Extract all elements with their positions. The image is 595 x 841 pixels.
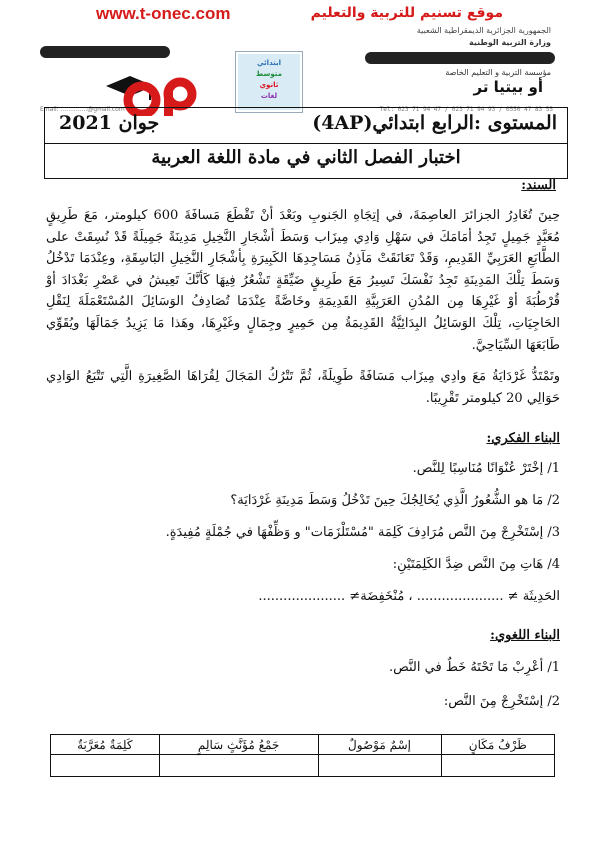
badge-level-4: لغات <box>260 92 278 100</box>
education-levels-badge <box>236 52 302 112</box>
site-title: موقع تسنيم للتربية والتعليم <box>310 5 503 21</box>
grammar-answer-table <box>50 734 555 777</box>
ministry-line: وزارة التربية الوطنية <box>468 38 551 47</box>
answer-cell[interactable] <box>51 755 160 777</box>
lughawi-heading: البناء اللغوي: <box>490 628 560 644</box>
school-header <box>40 24 555 113</box>
fikri-heading: البناء الفكري: <box>486 431 560 447</box>
answer-cell[interactable] <box>318 755 441 777</box>
lughawi-question-2: 2/ إسْتَخْرِجْ مِنَ النَّص: <box>443 694 560 710</box>
sanad-paragraph-1: حِينَ تُغَادِرُ الجزائرَ العاصِمَةَ، في إتِجَاهِ الجَنوبِ وبَعْدَ أنْ تَقْطَعَ مَسافَةَ 600 كيلومتر، مَعَ طَرِيقٍ مُعَبَّدٍ جَمِيلٍ تَجِدُ أمَامَكَ في سَهْلِ وَادِي مِيزَاب وَسَطَ أشْجَارِ النَّخِيلِ مَدِينَةً جَمِيلَةً قَدْ نُسِقَتْ على الطَّابَعِ العَرَبِيِّ القَدِيمِ، وَقَدْ تَعَانَقَتْ مَآذِنُ مَسَاجِدِهَا الكَبِيرَةِ بِأشْجَارِ النَّخِيلِ البَاسِقَةِ، وعِنْدَمَا تَدْخُلُ وَسَطَ تِلْكَ المَدِينَةِ تَجِدُ نَفْسَكَ تَسِيرُ مَعَ طَرِيقٍ ضَيِّقَةٍ تَشْعُرُ فِيهَا كَأنَّكَ تَعِيشُ في عَصْرِ بَغْدَادَ أوْ قُرْطُبَةَ أوْ غَيْرِهَا مِن المُدُنِ العَرَبِيَّةِ القَدِيمَةِ وخَاصَّةً عِنْدَمَا تُصَادِفُ الوَسَائِلَ المُسْتَعْمَلَةَ لِنَقْلِ الحَاجِيَاتِ، تِلْكَ الوَسَائِلُ البِدَائِيَّةُ القَدِيمَةُ مِن حَمِيرٍ وجِمَالٍ وغَيْرِهَا، وهَذا مَا يَزِيدُ جَمَالَهَا ويُقَوِّي طَابَعَهَا السِّيَاحِيَّ. <box>46 208 560 353</box>
table-header-cell: كَلِمَةٌ مُعَرَّبَةٌ <box>51 735 160 755</box>
fikri-question-4: 4/ هَاتِ مِنَ النَّص ضِدَّ الكَلِمَتَيْنِ: <box>392 557 560 573</box>
table-row <box>51 755 555 777</box>
exam-date: جوان 2021 <box>59 112 160 134</box>
badge-level-2: متوسط <box>256 70 282 78</box>
republic-line: الجمهورية الجزائرية الديمقراطية الشعبية <box>416 26 551 35</box>
table-header-row <box>51 735 555 755</box>
table-header-cell: جَمْعُ مُؤَنَّثٍ سَالِمٍ <box>159 735 318 755</box>
school-type: مؤسسة التربية و التعليم الخاصة <box>445 68 551 77</box>
exam-info-box <box>44 107 568 179</box>
table-header-cell: إسْمٌ مَوْصُولٌ <box>318 735 441 755</box>
exam-title: اختبار الفصل الثاني في مادة اللغة العربية <box>151 147 461 168</box>
fikri-question-3: 3/ إسْتَخْرِجْ مِنَ النَّص مُرَادِفَ كَلِمَة "مُسْتَلْزَمَات" و وَظِّفْهَا في جُمْلَةٍ مُفِيدَةٍ. <box>165 525 560 541</box>
lughawi-question-1: 1/ أعْرِبْ مَا تَحْتَهُ خَطٌ في النَّص. <box>388 660 560 676</box>
fikri-question-4-answer: الحَدِيثَة ≠ ..................... ، مُنْخَفِضَة≠ ..................... <box>258 589 560 605</box>
header-right <box>325 24 555 94</box>
exam-content <box>46 178 560 711</box>
title-row <box>45 144 567 180</box>
table-header-cell: ظَرْفُ مَكَانٍ <box>441 735 554 755</box>
sanad-heading: السند: <box>521 178 556 193</box>
level-row <box>45 108 567 144</box>
fikri-question-2: 2/ مَا هو الشُّعُورُ الَّذِي يُخَالِجُكَ حِينَ تَدْخُلُ وَسَطَ مَدِينَةِ غَرْدَايَة؟ <box>230 493 560 509</box>
contact-phones: Tel: 023 71 94 47 / 023 71 94 93 / 0550 47 83 55 <box>379 106 553 113</box>
contact-email: Email: ..............@gmail.com <box>40 106 125 113</box>
exam-level: المستوى :الرابع ابتدائي(4AP) <box>312 112 557 134</box>
site-banner <box>0 2 595 24</box>
school-brand: أو بيتيا تر <box>473 78 543 96</box>
answer-cell[interactable] <box>441 755 554 777</box>
badge-level-1: ابتدائي <box>256 59 282 67</box>
answer-cell[interactable] <box>159 755 318 777</box>
fikri-question-1: 1/ إخْتَرْ عُنْوَانًا مُنَاسِبًا لِلنَّص. <box>412 461 560 477</box>
badge-level-3: ثانوي <box>259 81 279 89</box>
sanad-paragraph-2: وتَمْتَدُّ غَرْدَايَةُ مَعَ وادِي مِيزَاب مَسَافَةً طَوِيلَةً، ثُمَّ تَتْرُكُ المَجَالَ لِقُرَاهَا الصَّغِيرَةِ الَّتِي تَتْبَعُ الوَادِي حَوَالِي 20 كيلومتر تَقْرِيبًا. <box>46 369 560 406</box>
header-divider <box>365 52 555 64</box>
site-url[interactable]: www.t-onec.com <box>96 4 231 23</box>
header-divider-left <box>40 46 170 58</box>
